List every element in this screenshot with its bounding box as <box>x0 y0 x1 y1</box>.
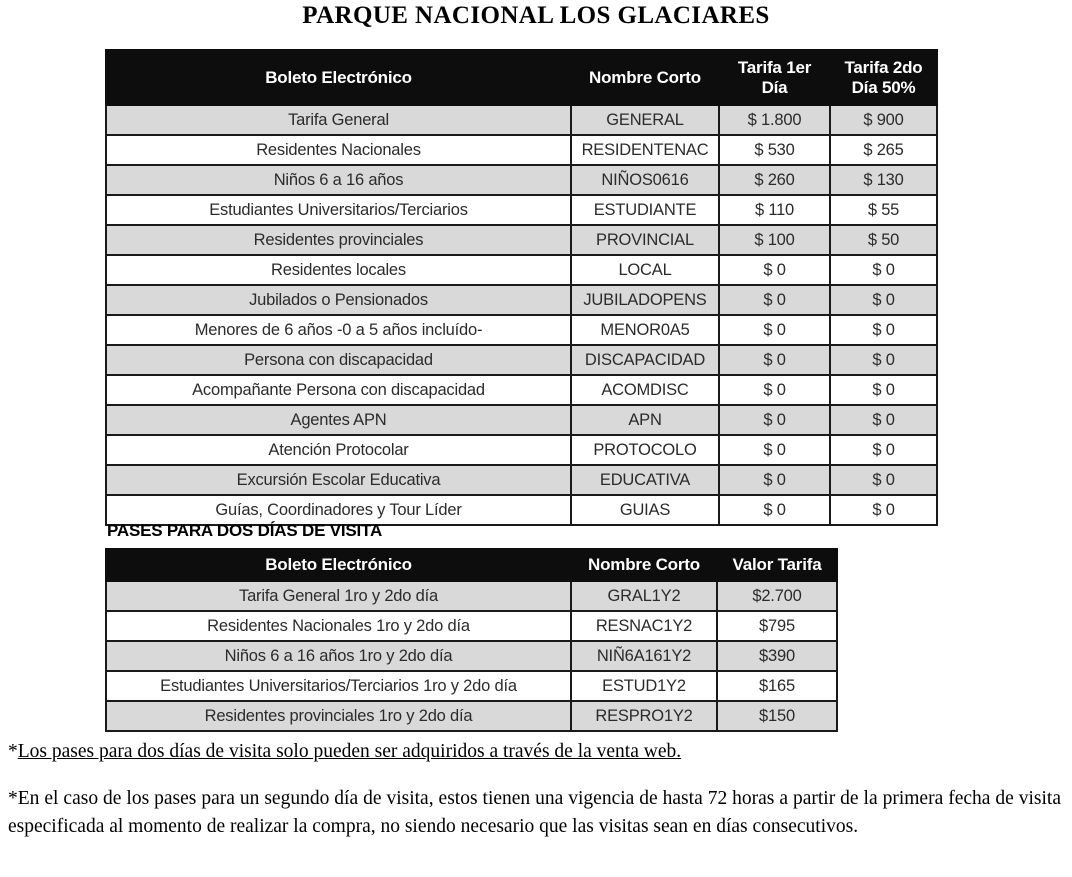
cell-ticket: Estudiantes Universitarios/Terciarios <box>106 195 571 225</box>
column-header-line: Tarifa 2do <box>844 57 923 77</box>
cell-ticket: Excursión Escolar Educativa <box>106 465 571 495</box>
column-header-boleto-electronico: Boleto Electrónico <box>106 549 571 581</box>
table-row <box>106 611 837 641</box>
cell-short-name: GUIAS <box>571 495 719 525</box>
column-header-tarifa-1er-dia <box>719 50 830 105</box>
cell-ticket: Tarifa General 1ro y 2do día <box>106 581 571 611</box>
cell-day1-price: $ 260 <box>719 165 830 195</box>
cell-ticket: Residentes provinciales <box>106 225 571 255</box>
cell-ticket: Niños 6 a 16 años <box>106 165 571 195</box>
cell-day1-price: $ 0 <box>719 285 830 315</box>
cell-day2-price: $ 0 <box>830 345 937 375</box>
cell-day2-price: $ 50 <box>830 225 937 255</box>
cell-short-name: NIÑOS0616 <box>571 165 719 195</box>
cell-ticket: Jubilados o Pensionados <box>106 285 571 315</box>
cell-value-price: $390 <box>717 641 837 671</box>
cell-ticket: Niños 6 a 16 años 1ro y 2do día <box>106 641 571 671</box>
cell-day1-price: $ 100 <box>719 225 830 255</box>
column-header-boleto-electronico <box>106 50 571 105</box>
cell-day1-price: $ 0 <box>719 375 830 405</box>
cell-short-name: PROTOCOLO <box>571 435 719 465</box>
column-header-line: Boleto Electrónico <box>265 67 412 87</box>
section-label-two-day-passes: PASES PARA DOS DÍAS DE VISITA <box>107 521 383 540</box>
cell-day2-price: $ 0 <box>830 375 937 405</box>
cell-day1-price: $ 0 <box>719 465 830 495</box>
cell-short-name: RESNAC1Y2 <box>571 611 717 641</box>
cell-short-name: PROVINCIAL <box>571 225 719 255</box>
table-row <box>106 581 837 611</box>
column-header-line: Tarifa 1er <box>737 57 812 77</box>
table-row <box>106 405 937 435</box>
cell-short-name: EDUCATIVA <box>571 465 719 495</box>
two-day-passes-body <box>106 581 837 731</box>
cell-day2-price: $ 0 <box>830 405 937 435</box>
cell-short-name: DISCAPACIDAD <box>571 345 719 375</box>
table-row <box>106 135 937 165</box>
table-row <box>106 701 837 731</box>
single-day-rates-table <box>105 49 938 526</box>
table-row <box>106 225 937 255</box>
cell-day2-price: $ 0 <box>830 465 937 495</box>
page-title: PARQUE NACIONAL LOS GLACIARES <box>302 2 770 29</box>
cell-day2-price: $ 265 <box>830 135 937 165</box>
table-header-row <box>106 549 837 581</box>
table-row <box>106 465 937 495</box>
cell-day2-price: $ 130 <box>830 165 937 195</box>
cell-short-name: RESIDENTENAC <box>571 135 719 165</box>
cell-day2-price: $ 0 <box>830 315 937 345</box>
column-header-line: Día 50% <box>851 77 916 97</box>
table-row <box>106 641 837 671</box>
cell-day2-price: $ 55 <box>830 195 937 225</box>
cell-value-price: $2.700 <box>717 581 837 611</box>
cell-day1-price: $ 0 <box>719 345 830 375</box>
cell-short-name: ACOMDISC <box>571 375 719 405</box>
cell-day2-price: $ 0 <box>830 285 937 315</box>
cell-day1-price: $ 0 <box>719 255 830 285</box>
footnote-asterisk: * <box>8 741 18 762</box>
cell-ticket: Persona con discapacidad <box>106 345 571 375</box>
footnote-validity: *En el caso de los pases para un segundo día de visita, estos tienen una vigencia de hasta 72 horas a partir de la primera fecha de visita especificada al momento de realizar la compra, no siendo necesario que las visitas sean en días consecutivos. <box>8 788 1061 837</box>
cell-day1-price: $ 0 <box>719 435 830 465</box>
cell-day1-price: $ 1.800 <box>719 105 830 135</box>
column-header-line: Día <box>761 77 788 97</box>
cell-ticket: Residentes Nacionales <box>106 135 571 165</box>
column-header-nombre-corto <box>571 50 719 105</box>
cell-short-name: JUBILADOPENS <box>571 285 719 315</box>
cell-day2-price: $ 0 <box>830 255 937 285</box>
cell-ticket: Residentes provinciales 1ro y 2do día <box>106 701 571 731</box>
cell-ticket: Tarifa General <box>106 105 571 135</box>
column-header-nombre-corto: Nombre Corto <box>571 549 717 581</box>
table-row <box>106 671 837 701</box>
table-row <box>106 435 937 465</box>
footnote-web-text: Los pases para dos días de visita solo pueden ser adquiridos a través de la venta web. <box>17 741 682 762</box>
cell-value-price: $165 <box>717 671 837 701</box>
cell-day1-price: $ 0 <box>719 495 830 525</box>
cell-short-name: NIÑ6A161Y2 <box>571 641 717 671</box>
cell-ticket: Acompañante Persona con discapacidad <box>106 375 571 405</box>
cell-ticket: Agentes APN <box>106 405 571 435</box>
two-day-passes-table <box>105 548 838 732</box>
cell-short-name: APN <box>571 405 719 435</box>
cell-day1-price: $ 530 <box>719 135 830 165</box>
cell-short-name: LOCAL <box>571 255 719 285</box>
table-row <box>106 195 937 225</box>
cell-value-price: $150 <box>717 701 837 731</box>
cell-day2-price: $ 900 <box>830 105 937 135</box>
table-row <box>106 105 937 135</box>
cell-ticket: Residentes Nacionales 1ro y 2do día <box>106 611 571 641</box>
cell-ticket: Atención Protocolar <box>106 435 571 465</box>
table-row <box>106 255 937 285</box>
cell-short-name: RESPRO1Y2 <box>571 701 717 731</box>
cell-ticket: Estudiantes Universitarios/Terciarios 1ro y 2do día <box>106 671 571 701</box>
cell-short-name: ESTUDIANTE <box>571 195 719 225</box>
column-header-line: Nombre Corto <box>589 67 701 87</box>
cell-day1-price: $ 0 <box>719 405 830 435</box>
cell-ticket: Menores de 6 años -0 a 5 años incluído- <box>106 315 571 345</box>
cell-ticket: Guías, Coordinadores y Tour Líder <box>106 495 571 525</box>
single-day-rates-body <box>106 105 937 525</box>
column-header-tarifa-2do-dia <box>830 50 937 105</box>
cell-short-name: GRAL1Y2 <box>571 581 717 611</box>
cell-value-price: $795 <box>717 611 837 641</box>
cell-short-name: ESTUD1Y2 <box>571 671 717 701</box>
cell-day2-price: $ 0 <box>830 495 937 525</box>
table-row <box>106 345 937 375</box>
cell-short-name: MENOR0A5 <box>571 315 719 345</box>
cell-day1-price: $ 110 <box>719 195 830 225</box>
cell-day1-price: $ 0 <box>719 315 830 345</box>
cell-day2-price: $ 0 <box>830 435 937 465</box>
footnote-web-purchase <box>8 738 1064 766</box>
table-row <box>106 165 937 195</box>
table-row <box>106 315 937 345</box>
cell-short-name: GENERAL <box>571 105 719 135</box>
table-row <box>106 375 937 405</box>
table-row <box>106 285 937 315</box>
table-header-row <box>106 50 937 105</box>
cell-ticket: Residentes locales <box>106 255 571 285</box>
column-header-valor-tarifa: Valor Tarifa <box>717 549 837 581</box>
